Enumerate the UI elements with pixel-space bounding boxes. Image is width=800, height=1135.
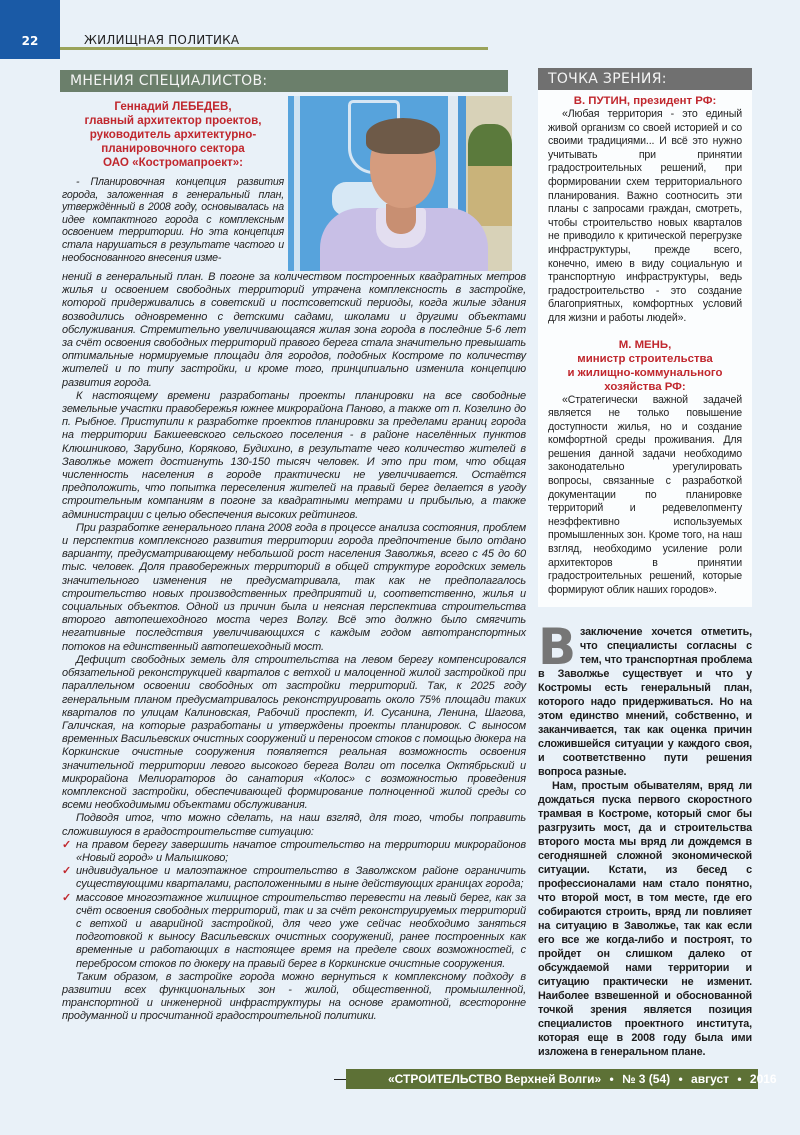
bullet-separator: • xyxy=(737,1072,742,1087)
article-paragraph: При разработке генерального плана 2008 года в процессе анализа состояния, проблем и перспектив комплексного развития территории города предпочтение было отдано варианту, предусматривающему небольшой рост населения Заволжья, всего с 45 до 60 тыс. человек. Доля правобережных территорий в общей структуре городских земель значительного изменения не предусматривала, так как не предполагалось строительство новых производственных предприятий и, соответственно, жилья и социальных объектов. Одной из причин была и неясная перспектива строительства второго автопешеходного моста через Волгу. Всё это должно было смягчить негативные последствия увеличивающихся с каждым годом автотранспортных потоков на единственный автопешеходный мост. xyxy=(62,521,526,653)
section-title: ЖИЛИЩНАЯ ПОЛИТИКА xyxy=(84,33,240,47)
article-closing-paragraph: Таким образом, в застройке города можно вернуться к комплексному подходу в развитии всех функциональных зон - жилой, общественной, промышленной, транспортной и инженерной инфраструктуры на основе грамотной, всесторонне продуманной и просчитанной градостроительной политики. xyxy=(62,970,526,1023)
author-title-line: руководитель архитектурно- xyxy=(89,128,257,141)
author-byline xyxy=(62,100,284,170)
checkmark-icon: ✓ xyxy=(62,865,72,878)
author-title-line: планировочного сектора xyxy=(101,142,245,155)
point-of-view-band: ТОЧКА ЗРЕНИЯ: xyxy=(538,68,752,90)
article-body xyxy=(62,271,526,1024)
article-paragraph: Подводя итог, что можно сделать, на наш взгляд, для того, чтобы поправить сложившуюся в градостроительстве ситуацию: xyxy=(62,812,526,838)
article-paragraph: нений в генеральный план. В погоне за количеством построенных квадратных метров жилья и освоением свободных территорий утрачена комплексность в застройке, которой придерживались в советский и постсоветский периоды, когда жилые здания возводились одновременно с детскими садами, школами и другими объектами обслуживания. Стремительно увеличивающаяся жилая зона города в последние 5-6 лет за счёт освоения свободных территорий правого берега стала значительно превышать оптимальные нормируемые площади для городов, подобных Костроме по количеству жителей и по типу застройки, и кроме того, принципиально изменила концепцию развития города. xyxy=(62,271,526,389)
author-organization: ОАО «Костромапроект»: xyxy=(102,156,244,169)
author-title-line: главный архитектор проектов, xyxy=(84,114,262,127)
article-paragraph: Дефицит свободных земель для строительства на левом берегу компенсировался обязательной реконструкцией кварталов с ветхой и малоценной жилой застройкой при параллельном освоении свободных от застройки территорий. Так, к 2025 году генеральным планом предусматривалось реконструировать около 75% площади таких кварталов по улицам Калиновская, Рабочий проспект, И. Сусанина, Ленина, Шагова, Галичская, на которые разработаны и утверждены проекты планировок. С выносом временных Васильевских очистных сооружений и переносом стоков с помощью дюкера на Коркинские очистные сооружения появляется реальная возможность освоения значительной территории левого высокого берега Волги от поселка Октябрьский и микрорайона Мелиораторов до санатория «Колос» с возможностью проведения комплексной застройки, обеспечивающей формирование полноценной жилой среды со всеми необходимыми объектами обслуживания. xyxy=(62,653,526,812)
experts-opinions-band: МНЕНИЯ СПЕЦИАЛИСТОВ: xyxy=(60,70,508,92)
list-item: ✓ индивидуальное и малоэтажное строительство в Заволжском районе ограничить существующими кварталами, расположенными в ныне действующих границах города; xyxy=(62,865,526,891)
page-number: 22 xyxy=(21,34,39,48)
issue-number: № 3 (54) xyxy=(622,1072,671,1087)
quote-text: «Любая территория - это единый живой организм со своей историей и со своими традициями... И всё это нужно учитывать при принятии градостроительных решений, при формировании схем территориального планирования. Важно соотносить эти планы с запросами граждан, смотреть, чтобы строительство новых кварталов не приводило к критической перегрузке инфраструктуры, прежде всего, конечно, имею в виду социальную и транспортную инфраструктуры, ведь градостроительство - это создание благоприятных, комфортных условий для жизни и работы людей». xyxy=(548,108,742,324)
header-divider xyxy=(60,47,488,50)
list-item: ✓ на правом берегу завершить начатое строительство на территории микрорайонов «Новый город» и Малышково; xyxy=(62,838,526,864)
recommendations-list xyxy=(62,839,526,971)
author-row xyxy=(62,96,526,271)
quote-text: «Стратегически важной задачей является не только повышение доступности жилья, но и создание комфортной среды проживания. Для решения данной задачи необходимо законодательно урегулировать вопросы, связанные с разработкой документации по планировке территорий и редевелопменту неэффективно используемых промышленных зон. Кроме того, на наш взгляд, необходимо усиление роли архитекторов в принятии градостроительных решений, которые формируют облик наших городов». xyxy=(548,393,742,596)
quote-speaker: М. МЕНЬ, министр строительства и жилищно-коммунального хозяйства РФ: xyxy=(567,338,723,393)
checkmark-icon: ✓ xyxy=(62,891,72,904)
magazine-title: «СТРОИТЕЛЬСТВО Верхней Волги» xyxy=(388,1072,602,1087)
article-columns xyxy=(0,62,800,1059)
bullet-separator: • xyxy=(609,1072,614,1087)
conclusion-paragraph: Нам, простым обывателям, вряд ли дождаться пуска первого скоростного трамвая в Костроме, который смог бы разгрузить мост, да и строительства второго моста мы вряд ли дождемся в сегодняшней сложной экономической ситуации. Кстати, из бесед с профессионалами нам стало понятно, что второй мост, в том месте, где его собираются строить, вряд ли повлияет на ситуацию в Заволжье, так как если его все же когда-либо и построят, то пройдет он слишком далеко от обсуждаемой нами территории и ситуацию практически не изменит. Наиболее взвешенной и обоснованной точкой зрения является позиция специалистов проектного института, которая еще в 2008 году была ими изложена в генеральном плане. xyxy=(538,780,752,1059)
page-footer xyxy=(0,1069,800,1109)
drop-cap: В xyxy=(538,618,576,677)
issue-month: август xyxy=(691,1072,730,1087)
quote-speaker: В. ПУТИН, президент РФ: xyxy=(573,95,717,107)
conclusion-section xyxy=(538,618,752,1059)
list-item: ✓ массовое многоэтажное жилищное строительство перевести на левый берег, как за счёт освоения свободных территорий, так и за счёт реконструируемых территорий с ветхой и аварийной застройкой, для чего уже сейчас необходимо заняться подготовкой к выносу Васильевских очистных сооружений, ранее построенных как временные и работающих в настоящее время на пределе своих возможностей, с переброcом стоков по дюкеру на правый берег в Коркинские очистные сооружения. xyxy=(62,891,526,970)
bullet-separator: • xyxy=(678,1072,683,1087)
checkmark-icon: ✓ xyxy=(62,838,72,851)
footer-bar xyxy=(346,1069,777,1089)
issue-year: 2016 xyxy=(749,1072,777,1087)
article-intro: - Планировочная концепция развития города, заложенная в генеральный план, утверждённый в 2008 году, основывалась на идее компактного города с комплексным освоением территории. Но эта концепция стала нарушаться в результате частого и необоснованного внесения изме- xyxy=(62,176,284,264)
page-number-tab xyxy=(0,0,60,59)
right-column xyxy=(538,62,752,1059)
author-intro-block xyxy=(62,96,284,271)
author-photo xyxy=(288,96,512,271)
page-header xyxy=(0,0,800,62)
conclusion-paragraph: Взаключение хочется отметить, что специалисты согласны с тем, что транспортная проблема в Заволжье существует и что у Костромы есть генеральный план, которого надо придерживаться. Но на этом единство мнений, собственно, и заканчивается, так как оценка причин сложившейся ситуации у каждого своя, и соответственно пути решения вопроса разные. xyxy=(538,618,752,779)
left-column xyxy=(62,62,526,1024)
article-paragraph: К настоящему времени разработаны проекты планировки на все свободные земельные участки правобережья южнее микрорайона Паново, а также от п. Козелино до п. Рыбное. Приступили к разработке проектов планировки за пределами границ города на территории Бакшеевского сельского поселения - в районе населённых пунктов Клюшниково, Зарубино, Коряково, Будихино, в результате чего количество жителей в Заволжье может достигнуть 130-150 тысяч человек. И это при том, что общая численность населения в городе практически не увеличивается. Остаётся предположить, что попытка переселения жителей на правый берег делается в угоду строительным компаниям в погоне за квадратными метрами и прибылью, а также администрации с целью обеспечения высоких рейтингов. xyxy=(62,389,526,521)
author-name: Геннадий ЛЕБЕДЕВ, xyxy=(114,100,232,113)
point-of-view-box xyxy=(538,90,752,607)
